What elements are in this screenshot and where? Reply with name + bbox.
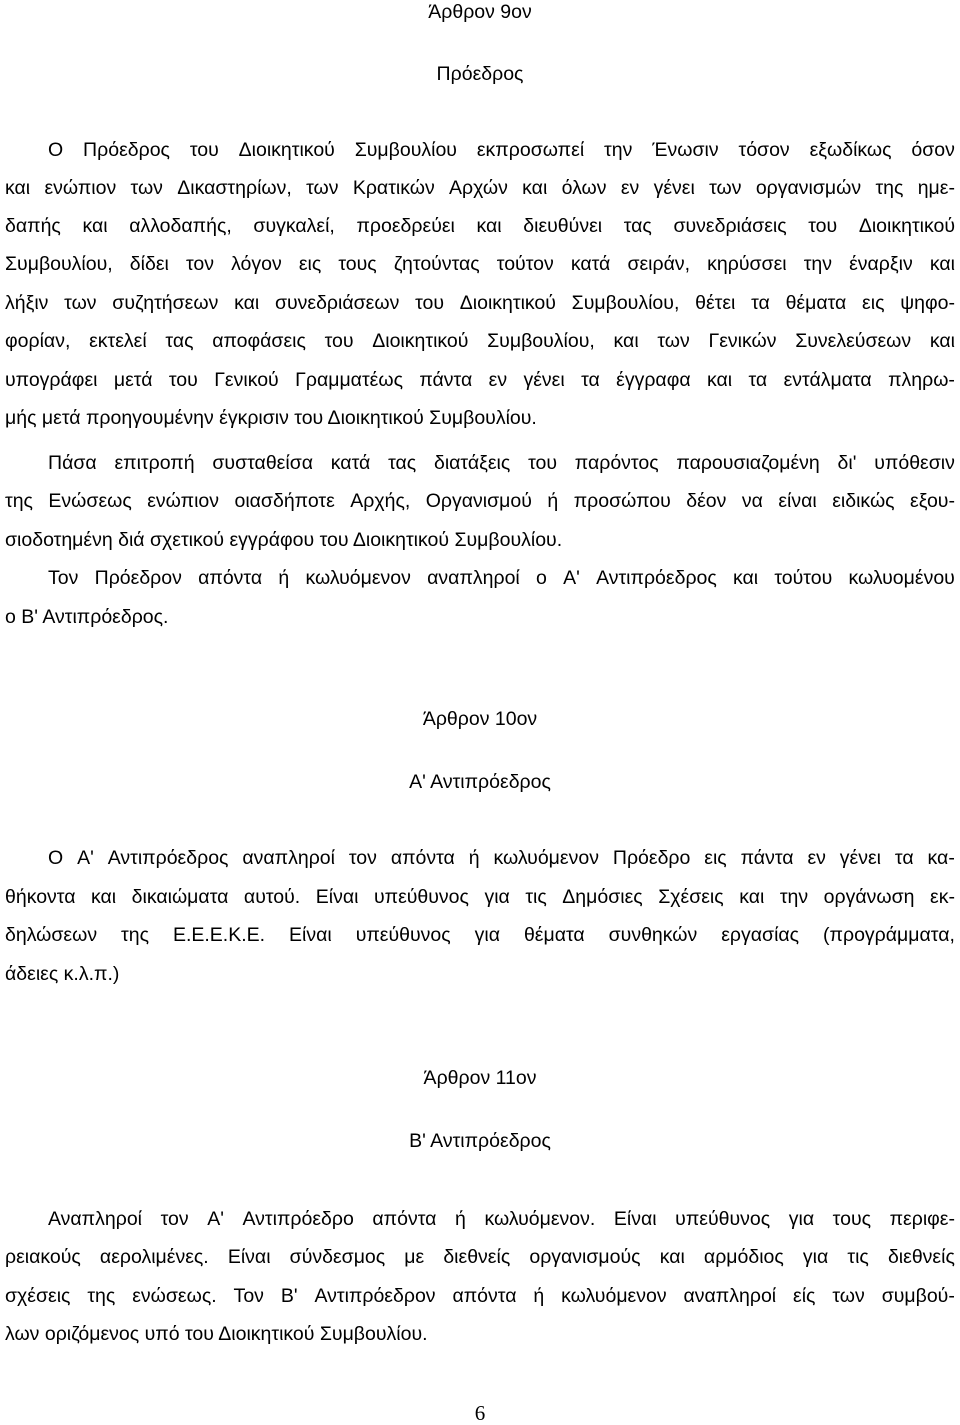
paragraph-line: σχέσεις της ενώσεως. Τον Β' Αντιπρόεδρον απόντα ή κωλυόμενον αναπληροί είς των συμβού- xyxy=(5,1285,955,1307)
paragraph-line: υπογράφει μετά του Γενικού Γραμματέως πάντα εν γένει τα έγγραφα και τα εντάλματα πληρω- xyxy=(5,369,955,391)
paragraph-line: θήκοντα και δικαιώματα αυτού. Είναι υπεύθυνος για τις Δημόσιες Σχέσεις και την οργάνωση εκ- xyxy=(5,886,955,908)
paragraph-line: μής μετά προηγουμένην έγκρισιν του Διοικητικού Συμβουλίου. xyxy=(5,407,537,429)
article-title: Β' Αντιπρόεδρος xyxy=(409,1130,551,1152)
paragraph-line: άδειες κ.λ.π.) xyxy=(5,963,120,985)
article-heading: Άρθρον 9ον xyxy=(428,1,532,23)
paragraph-line: Ο Α' Αντιπρόεδρος αναπληροί τον απόντα ή κωλυόμενον Πρόεδρο εις πάντα εν γένει τα κα- xyxy=(48,847,955,869)
paragraph-line: δαπής και αλλοδαπής, συγκαλεί, προεδρεύει και διευθύνει τας συνεδριάσεις του Διοικητικού xyxy=(5,215,955,237)
paragraph-line: της Ενώσεως ενώπιον οιασδήποτε Αρχής, Οργανισμού ή προσώπου δέον να είναι ειδικώς εξου- xyxy=(5,490,955,512)
paragraph-line: και ενώπιον των Δικαστηρίων, των Κρατικών Αρχών και όλων εν γένει των οργανισμών της ημε- xyxy=(5,177,955,199)
paragraph-line: λων οριζόμενος υπό του Διοικητικού Συμβουλίου. xyxy=(5,1323,428,1345)
paragraph-line: Τον Πρόεδρον απόντα ή κωλυόμενον αναπληροί ο Α' Αντιπρόεδρος και τούτου κωλυομένου xyxy=(48,567,955,589)
paragraph-line: Πάσα επιτροπή συσταθείσα κατά τας διατάξεις του παρόντος παρουσιαζομένη δι' υπόθεσιν xyxy=(48,452,955,474)
article-heading: Άρθρον 11ον xyxy=(423,1067,537,1089)
paragraph-line: λήξιν των συζητήσεων και συνεδριάσεων του Διοικητικού Συμβουλίου, θέτει τα θέματα εις ψηφο- xyxy=(5,292,955,314)
paragraph-line: φορίαν, εκτελεί τας αποφάσεις του Διοικητικού Συμβουλίου, και των Γενικών Συνελεύσεων και xyxy=(5,330,955,352)
article-title: Α' Αντιπρόεδρος xyxy=(409,771,551,793)
paragraph-line: Αναπληροί τον Α' Αντιπρόεδρο απόντα ή κωλυόμενον. Είναι υπεύθυνος για τους περιφε- xyxy=(48,1208,955,1230)
paragraph-line: σιοδοτημένη διά σχετικού εγγράφου του Διοικητικού Συμβουλίου. xyxy=(5,529,563,551)
paragraph-line: ρειακούς αερολιμένες. Είναι σύνδεσμος με διεθνείς οργανισμούς και αρμόδιος για τις διεθνείς xyxy=(5,1246,955,1268)
paragraph-line: δηλώσεων της Ε.Ε.Ε.Κ.Ε. Είναι υπεύθυνος για θέματα συνθηκών εργασίας (προγράμματα, xyxy=(5,924,955,946)
article-heading: Άρθρον 10ον xyxy=(422,708,538,730)
page-number: 6 xyxy=(474,1401,486,1425)
paragraph-line: ο Β' Αντιπρόεδρος. xyxy=(5,606,169,628)
article-title: Πρόεδρος xyxy=(436,63,524,85)
paragraph-line: Συμβουλίου, δίδει τον λόγον εις τους ζητούντας τούτον κατά σειράν, κηρύσσει την έναρξιν και xyxy=(5,253,955,275)
paragraph-line: Ο Πρόεδρος του Διοικητικού Συμβουλίου εκπροσωπεί την Ένωσιν τόσον εξωδίκως όσον xyxy=(48,139,955,161)
